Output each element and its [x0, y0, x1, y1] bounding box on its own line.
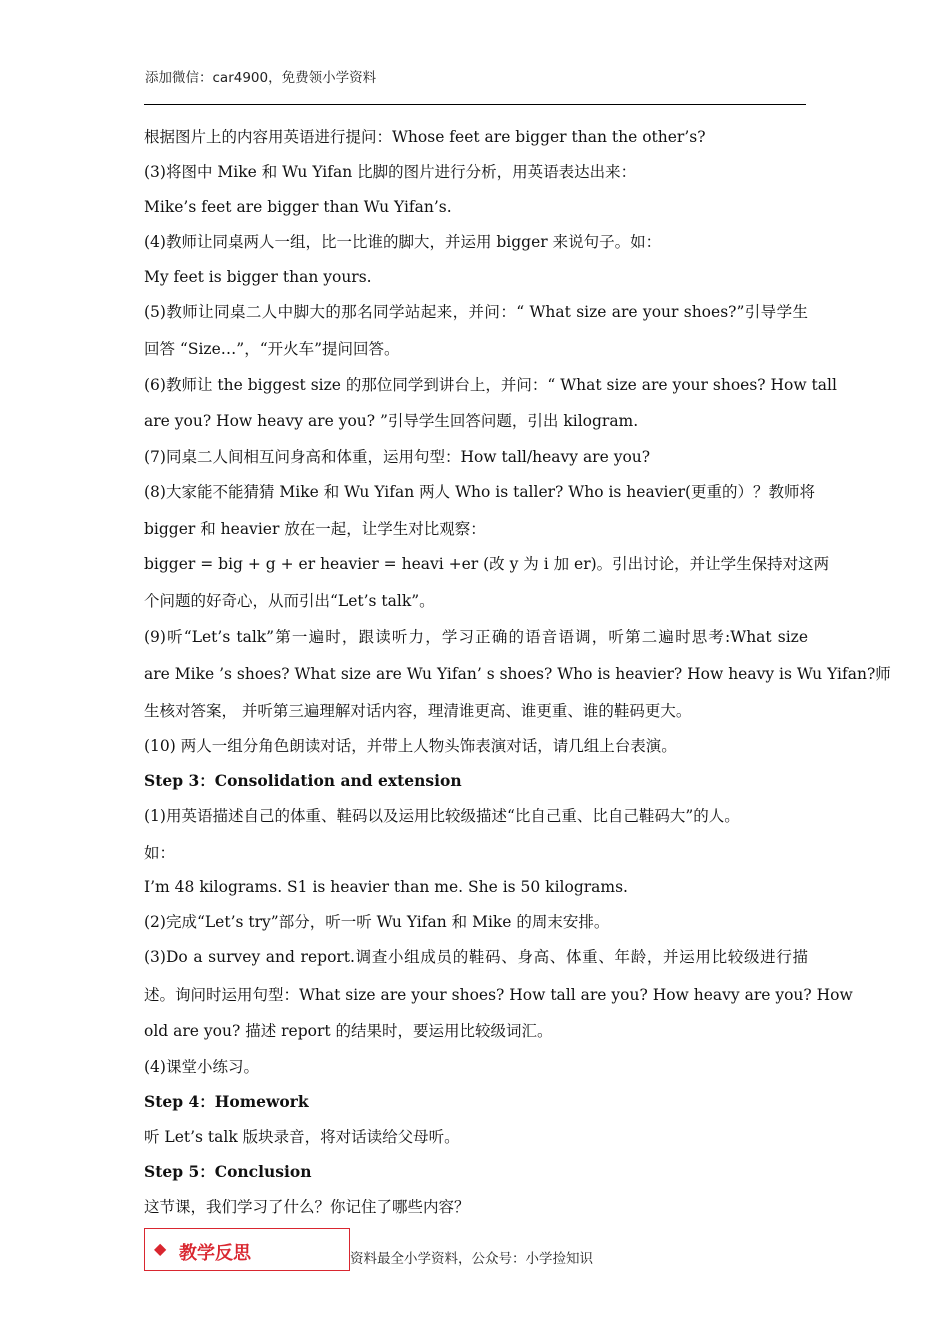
text-line: are you? How heavy are you? ”引导学生回答问题，引出 kilogram. [144, 412, 639, 430]
text-line: (1)用英语描述自己的体重、鞋码以及运用比较级描述“比自己重、比自己鞋码大”的人。 [144, 807, 740, 825]
text-line: (4)教师让同桌两人一组，比一比谁的脚大，并运用 bigger 来说句子。如： [144, 233, 662, 251]
text-line: bigger = big + g + er heavier = heavi +er (改 y 为 i 加 er)。引出讨论，并让学生保持对这两 [144, 555, 830, 573]
text-line: (4)课堂小练习。 [144, 1058, 259, 1076]
text-line: 生核对答案， 并听第三遍理解对话内容，理清谁更高、谁更重、谁的鞋码更大。 [144, 702, 692, 720]
text-line: (5)教师让同桌二人中脚大的那名同学站起来，并问：“ What size are your shoes?”引导学生 [144, 303, 808, 321]
text-line: old are you? 描述 report 的结果时，要运用比较级词汇。 [144, 1022, 553, 1040]
text-line: 个问题的好奇心，从而引出“Let’s talk”。 [144, 592, 435, 610]
page-footer: 资料最全小学资料，公众号：小学捡知识 [350, 1251, 593, 1267]
header-divider [144, 104, 806, 105]
text-line: (2)完成“Let’s try”部分，听一听 Wu Yifan 和 Mike 的周末安排。 [144, 913, 610, 931]
text-line: (3)将图中 Mike 和 Wu Yifan 比脚的图片进行分析，用英语表达出来： [144, 163, 637, 181]
reflection-title: 教学反思 [179, 1243, 251, 1264]
text-line: (9)听“Let’s talk”第一遍时，跟读听力，学习正确的语音语调，听第二遍时思考:What size [144, 628, 808, 646]
page-header: 添加微信：car4900，免费领小学资料 [145, 70, 377, 86]
text-line: Mike’s feet are bigger than Wu Yifan’s. [144, 198, 452, 216]
section-heading: Step 5：Conclusion [144, 1162, 312, 1181]
text-line: 根据图片上的内容用英语进行提问：Whose feet are bigger than the other’s? [144, 128, 706, 146]
text-line: 这节课，我们学习了什么？你记住了哪些内容？ [144, 1198, 470, 1216]
text-line: (7)同桌二人间相互问身高和体重，运用句型：How tall/heavy are you? [144, 448, 651, 466]
section-heading: Step 4：Homework [144, 1092, 309, 1111]
text-line: 回答 “Size…”，“开火车”提问回答。 [144, 340, 400, 358]
text-line: are Mike ’s shoes? What size are Wu Yifan’ s shoes? Who is heavier? How heavy is Wu Yifan?师 [144, 665, 891, 683]
text-line: (10) 两人一组分角色朗读对话，并带上人物头饰表演对话，请几组上台表演。 [144, 737, 677, 755]
text-line: 听 Let’s talk 版块录音，将对话读给父母听。 [144, 1128, 460, 1146]
text-line: My feet is bigger than yours. [144, 268, 372, 286]
text-line: (8)大家能不能猜猜 Mike 和 Wu Yifan 两人 Who is taller? Who is heavier(更重的）？教师将 [144, 483, 816, 501]
text-line: (6)教师让 the biggest size 的那位同学到讲台上，并问：“ What size are your shoes? How tall [144, 376, 837, 394]
diamond-bullet-icon: ◆ [154, 1239, 167, 1258]
text-line: 述。询问时运用句型：What size are your shoes? How tall are you? How heavy are you? How [144, 986, 853, 1004]
text-line: (3)Do a survey and report.调查小组成员的鞋码、身高、体重、年龄，并运用比较级进行描 [144, 948, 808, 966]
text-line: 如： [144, 844, 176, 862]
section-heading: Step 3：Consolidation and extension [144, 771, 462, 790]
text-line: I’m 48 kilograms. S1 is heavier than me. She is 50 kilograms. [144, 878, 628, 896]
text-line: bigger 和 heavier 放在一起，让学生对比观察： [144, 520, 486, 538]
reflection-section-box [144, 1228, 350, 1271]
